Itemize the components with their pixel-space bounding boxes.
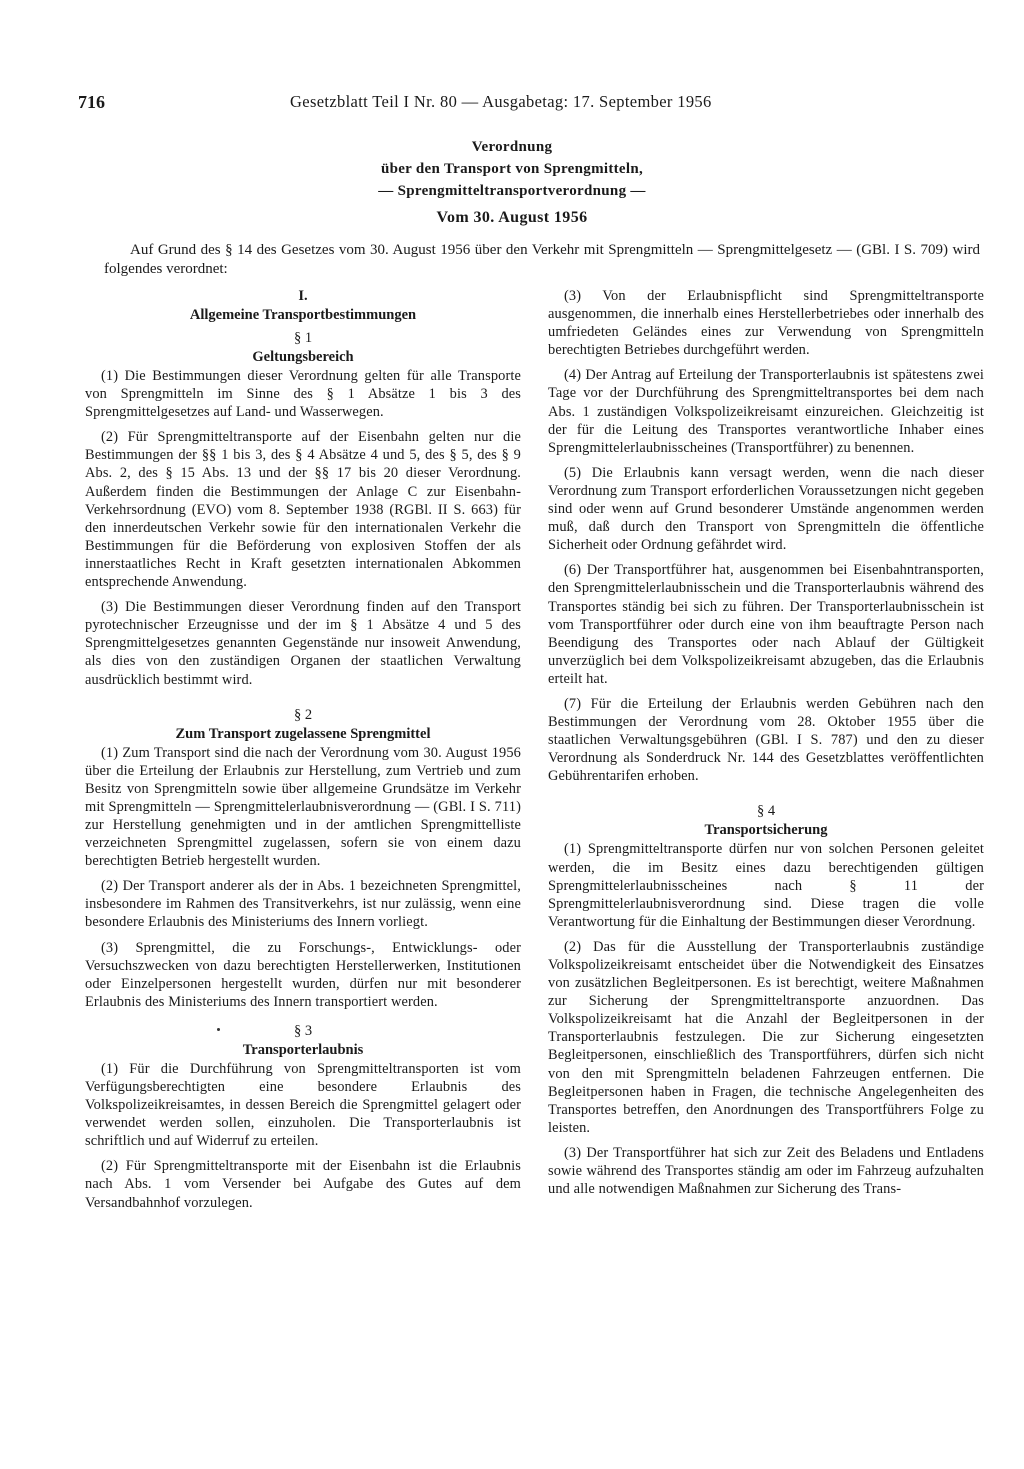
section-3-para-2: (2) Für Sprengmitteltransporte mit der Eisenbahn ist die Erlaubnis nach Abs. 1 vom Versender bei Aufgabe des Gutes auf dem Versandbahnhof vorzulegen. xyxy=(85,1158,521,1211)
section-4-number: § 4 xyxy=(756,803,776,820)
left-column xyxy=(85,287,521,1219)
section-3-para-3: (3) Von der Erlaubnispflicht sind Sprengmitteltransporte ausgenommen, die innerhalb eines Herstellerbetriebes oder innerhalb des umfriedeten Geländes eines zur Verwendung von Sprengmitteln berechtigten Betriebes durchgeführt werden. xyxy=(548,288,984,359)
title-block xyxy=(0,136,1024,202)
section-4-para-3: (3) Der Transportführer hat sich zur Zeit des Beladens und Entladens sowie während des Transportes ständig am oder im Fahrzeug aufzuhalten und alle notwendigen Maßnahmen zur Sicherung des Trans- xyxy=(548,1144,984,1198)
part-numeral: I. xyxy=(298,288,308,304)
title-line-3: — Sprengmitteltransportverordnung — xyxy=(378,183,646,199)
section-4-para-1: (1) Sprengmitteltransporte dürfen nur von solchen Personen geleitet werden, die im Besitz eines dazu berechtigenden gültigen Sprengmittelerlaubnisscheines nach § 11 der Sprengmittelerlaubnisverordnung sind. Diese tragen die volle Verantwortung für die Einhaltung der Bestimmungen dieser Verordnung. xyxy=(548,841,984,930)
section-4-para-2: (2) Das für die Ausstellung der Transporterlaubnis zuständige Volkspolizeikreisamt entscheidet über die Notwendigkeit des Einsatzes von zusätzlichen Begleitpersonen. Es ist berechtigt, weitere Maßnahmen zur Sicherung der Sprengmitteltransporte anzuordnen. Das Volkspolizeikreisamt hat die Anzahl der Begleitpersonen in der Transporterlaubnis festzulegen. Die zur Sicherung eingesetzten Begleitpersonen, einschließlich des Transportführers, dürfen sich nicht von den mit Sprengmitteln beladenen Fahrzeugen entfernen. Die Begleitpersonen haben in Fragen, die technische Angelegenheiten des Transportes betreffen, den Anordnungen des Transportführers Folge zu leisten. xyxy=(548,938,984,1136)
section-1-para-2: (2) Für Sprengmitteltransporte auf der Eisenbahn gelten nur die Bestimmungen der §§ 1 bis 3, des § 4 Absätze 4 und 5, des § 5, des § 9 Abs. 2, des § 15 Abs. 13 und der §§ 17 bis 20 dieser Verordnung. Außerdem finden die Bestimmungen der Anlage C zur Eisenbahn-Verkehrsordnung (EVO) vom 8. September 1938 (RGBl. II S. 663) für den innerdeutschen Verkehr sowie für den internationalen Verkehr die Bestimmungen für die Beförderung von explosiven Stoffen der als innerstaatliches Recht in Kraft gesetzten internationalen Abkommen entsprechende Anwendung. xyxy=(85,429,521,591)
page-number: 716 xyxy=(78,92,105,112)
section-1-para-1: (1) Die Bestimmungen dieser Verordnung gelten für alle Transporte von Sprengmitteln im Sinne des § 1 Absätze 1 bis 3 des Sprengmittelgesetzes auf Land- und Wasserwegen. xyxy=(85,368,521,421)
section-2-para-3: (3) Sprengmittel, die zu Forschungs-, Entwicklungs- oder Versuchszwecken von dazu berechtigten Herstellerwerken, Institutionen oder Einzelpersonen hergestellt wurden, dürfen nur mit besonderer Erlaubnis des Ministeriums des Innern transportiert werden. xyxy=(85,939,521,1010)
section-2-number: § 2 xyxy=(293,706,313,723)
section-4-title: Transportsicherung xyxy=(704,822,828,839)
section-2-title: Zum Transport zugelassene Sprengmittel xyxy=(175,725,431,742)
stray-dot xyxy=(217,1028,220,1031)
preamble: Auf Grund des § 14 des Gesetzes vom 30. August 1956 über den Verkehr mit Sprengmitteln — Sprengmittelgesetz — (GBl. I S. 709) wird folgendes verordnet: xyxy=(104,242,980,277)
section-1-para-3: (3) Die Bestimmungen dieser Verordnung finden auf den Transport pyrotechnischer Erzeugnisse und der im § 1 Absätze 4 und 5 des Sprengmittelgesetzes genannten Gegenstände nur insoweit Anwendung, als dies von den zuständigen Organen der staatlichen Verwaltung ausdrücklich bestimmt wird. xyxy=(85,599,521,688)
section-3-para-6: (6) Der Transportführer hat, ausgenommen bei Eisenbahntransporten, den Sprengmittelerlaubnisschein und die Transporterlaubnis während des Transportes ständig bei sich zu führen. Der Transporterlaubnisschein ist vom Transportführer oder durch eine von ihm beauftragte Person nach Beendigung des Transportes oder nach Ablauf der Gültigkeit unverzüglich bei dem Volkspolizeikreisamt abzugeben, das die Erlaubnis erteilt hat. xyxy=(548,562,984,687)
title-line-1: Verordnung xyxy=(471,139,553,155)
right-column xyxy=(548,287,984,1205)
section-3-number: § 3 xyxy=(293,1022,313,1039)
section-1-number: § 1 xyxy=(293,330,313,346)
title-line-2: über den Transport von Sprengmitteln, xyxy=(380,161,644,177)
section-2-para-2: (2) Der Transport anderer als der in Abs. 1 bezeichneten Sprengmittel, insbesondere im Rahmen des Transitverkehrs, ist nur zulässig, wenn eine besondere Erlaubnis des Ministeriums des Innern vorliegt. xyxy=(85,878,521,931)
section-1-title: Geltungsbereich xyxy=(252,349,354,365)
section-3-para-1: (1) Für die Durchführung von Sprengmitteltransporten ist vom Verfügungsberechtigten eine besondere Erlaubnis des Volkspolizeikreisamtes, in dessen Bereich die Sprengmittel gelagert oder verwendet werden sollen, einzuholen. Die Transporterlaubnis ist schriftlich und auf Widerruf zu erteilen. xyxy=(85,1060,521,1150)
part-heading: Allgemeine Transportbestimmungen xyxy=(189,307,417,323)
section-2-para-1: (1) Zum Transport sind die nach der Verordnung vom 30. August 1956 über die Erteilung der Erlaubnis zur Herstellung, zum Vertrieb und zum Besitz von Sprengmitteln sowie über allgemeine Grundsätze im Verkehr mit Sprengmitteln — Sprengmittelerlaubnisverordnung — (GBl. I S. 711) zur Herstellung genehmigten und in der amtlichen Sprengmittelliste verzeichneten Sprengmittel zugelassen, sofern sie von einem dazu berechtigten Betrieb hergestellt wurden. xyxy=(85,744,521,870)
section-3-para-5: (5) Die Erlaubnis kann versagt werden, wenn die nach dieser Verordnung zum Transport erforderlichen Voraussetzungen nicht gegeben sind oder wenn auf Grund besonderer Umstände angenommen werden muß, daß durch den Transport von Sprengmitteln die öffentliche Sicherheit oder Ordnung gefährdet wird. xyxy=(548,464,984,554)
running-head: Gesetzblatt Teil I Nr. 80 — Ausgabetag: 17. September 1956 xyxy=(290,92,712,111)
section-3-para-7: (7) Für die Erteilung der Erlaubnis werden Gebühren nach den Bestimmungen der Verordnung vom 28. Oktober 1955 über die staatlichen Verwaltungsgebühren (GBl. I S. 787) und den zu dieser Verordnung als Sonderdruck Nr. 144 des Gesetzblattes veröffentlichten Gebührentarifen erhoben. xyxy=(548,695,984,785)
section-3-title: Transporterlaubnis xyxy=(242,1041,364,1058)
ordinance-date: Vom 30. August 1956 xyxy=(436,209,588,226)
section-3-para-4: (4) Der Antrag auf Erteilung der Transporterlaubnis ist spätestens zwei Tage vor der Durchführung des Sprengmitteltransportes bei dem nach Abs. 1 zuständigen Volkspolizeikreisamt einzureichen. Gleichzeitig ist der für die Leitung des Transportes verantwortliche Inhaber eines Sprengmittelerlaubnisscheines (Transportführer) zu benennen. xyxy=(548,367,984,456)
